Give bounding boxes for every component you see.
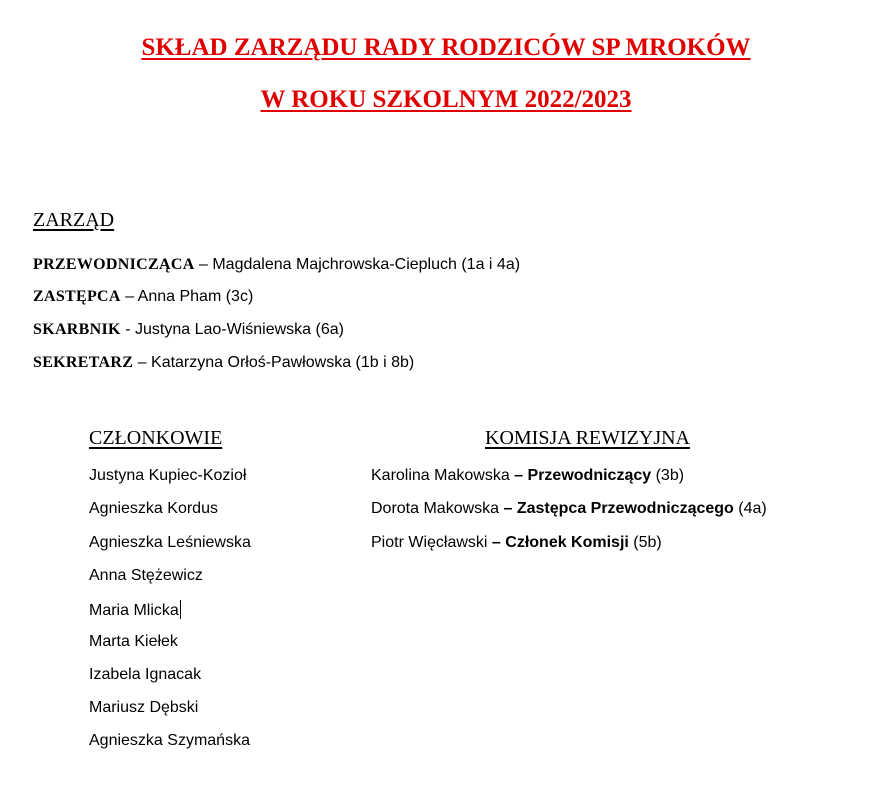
separator: – xyxy=(120,288,138,305)
zarzad-role: ZASTĘPCA xyxy=(33,288,121,305)
komisja-role: Członek Komisji xyxy=(505,534,629,551)
komisja-class: (4a) xyxy=(733,500,767,517)
zarzad-row xyxy=(33,354,414,372)
komisja-class: (3b) xyxy=(651,467,685,484)
document-title-line2: W ROKU SZKOLNYM 2022/2023 xyxy=(260,86,632,113)
member-item xyxy=(89,600,181,620)
zarzad-role: SEKRETARZ xyxy=(33,354,134,371)
zarzad-person: Anna Pham (3c) xyxy=(137,288,254,305)
separator: – xyxy=(133,354,152,371)
komisja-class: (5b) xyxy=(628,534,662,551)
member-item: Agnieszka Kordus xyxy=(89,500,218,517)
komisja-row xyxy=(371,534,662,552)
member-item: Anna Stężewicz xyxy=(89,567,203,584)
komisja-person: Piotr Więcławski xyxy=(371,534,488,551)
member-item: Mariusz Dębski xyxy=(89,699,199,716)
zarzad-row xyxy=(33,256,520,274)
member-item: Agnieszka Leśniewska xyxy=(89,534,251,551)
zarzad-person: Katarzyna Orłoś-Pawłowska (1b i 8b) xyxy=(151,354,415,371)
member-item: Marta Kiełek xyxy=(89,633,178,650)
member-item: Justyna Kupiec-Kozioł xyxy=(89,467,247,484)
zarzad-row xyxy=(33,321,344,339)
komisja-role: Zastępca Przewodniczącego xyxy=(516,500,734,517)
zarzad-person: Magdalena Majchrowska-Ciepluch (1a i 4a) xyxy=(212,256,521,273)
zarzad-role: PRZEWODNICZĄCA xyxy=(33,256,195,273)
separator: - xyxy=(120,321,135,338)
member-item: Izabela Ignacak xyxy=(89,666,202,683)
separator: – xyxy=(499,500,517,517)
zarzad-row xyxy=(33,288,253,306)
separator: – xyxy=(509,467,528,484)
document-title-line1: SKŁAD ZARZĄDU RADY RODZICÓW SP MROKÓW xyxy=(141,34,751,61)
komisja-person: Dorota Makowska xyxy=(371,500,500,517)
czlonkowie-heading: CZŁONKOWIE xyxy=(89,427,223,449)
zarzad-person: Justyna Lao-Wiśniewska (6a) xyxy=(134,321,344,338)
zarzad-heading: ZARZĄD xyxy=(33,209,115,231)
zarzad-role: SKARBNIK xyxy=(33,321,121,338)
member-name: Maria Mlicka xyxy=(89,602,179,619)
separator: – xyxy=(194,256,213,273)
separator: – xyxy=(487,534,506,551)
member-item: Agnieszka Szymańska xyxy=(89,732,250,749)
komisja-row xyxy=(371,467,684,485)
komisja-person: Karolina Makowska xyxy=(371,467,510,484)
komisja-row xyxy=(371,500,767,518)
komisja-role: Przewodniczący xyxy=(527,467,652,484)
text-cursor xyxy=(180,600,181,619)
komisja-heading: KOMISJA REWIZYJNA xyxy=(485,427,690,449)
